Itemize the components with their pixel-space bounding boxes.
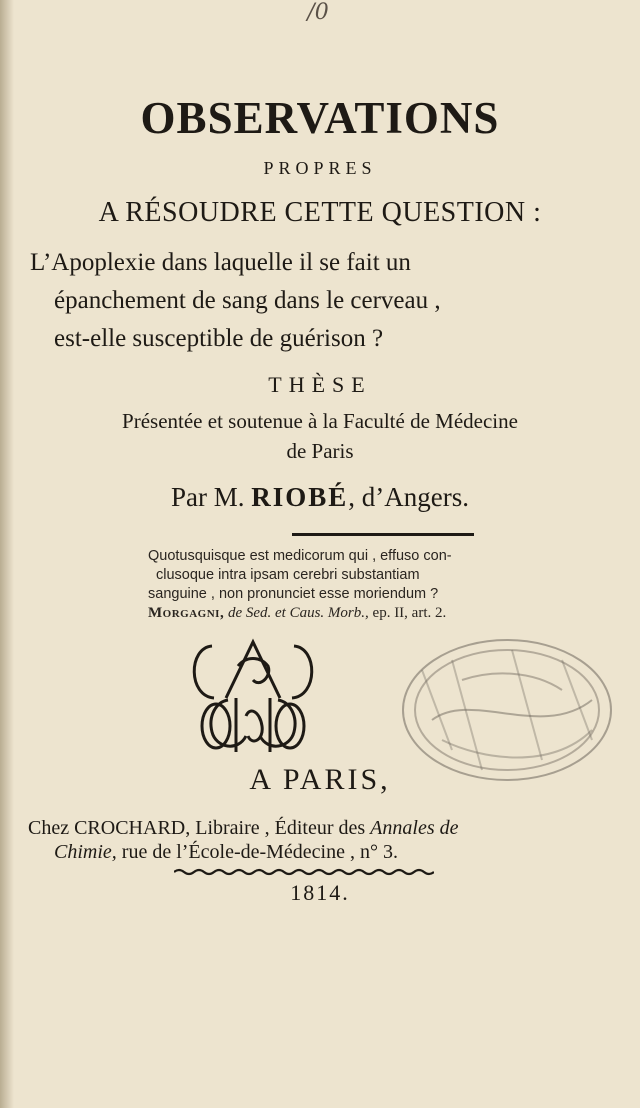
author-origin: , d’Angers.	[348, 482, 469, 512]
publisher-line-1	[28, 816, 628, 840]
publisher-journal: Annales de	[370, 817, 459, 839]
question-line: est-elle susceptible de guérison ?	[54, 325, 384, 352]
presented-line: Présentée et soutenue à la Faculté de Médecine	[122, 409, 518, 433]
presented-line: de Paris	[286, 439, 354, 463]
epigraph-line: sanguine , non pronunciet esse moriendum ?	[148, 586, 439, 602]
publisher-text: Chez CROCHARD, Libraire , Éditeur des	[28, 817, 366, 839]
thesis-label: THÈSE	[268, 372, 372, 397]
citation-ref: ep. II, art. 2.	[372, 605, 447, 621]
publisher-journal-cont: Chimie,	[54, 841, 117, 863]
epigraph	[148, 547, 618, 623]
author-name: RIOBÉ	[251, 482, 349, 512]
divider-rule	[292, 533, 474, 536]
question-line: épanchement de sang dans le cerveau ,	[54, 287, 441, 314]
page-subtitle: PROPRES	[263, 158, 377, 178]
epigraph-citation	[148, 604, 618, 623]
author-prefix: Par M.	[170, 482, 245, 512]
publisher-address: rue de l’École-de-Médecine , n° 3.	[121, 841, 398, 863]
epigraph-line: Quotusquisque est medicorum qui , effuso con-	[148, 548, 452, 564]
publisher-emblem-icon	[186, 636, 320, 754]
page-title: OBSERVATIONS	[140, 93, 500, 143]
ornamental-rule-icon	[174, 868, 434, 876]
publisher-line-2	[28, 840, 628, 864]
author-line	[0, 482, 640, 513]
publication-year: 1814.	[290, 880, 350, 905]
citation-work: de Sed. et Caus. Morb.,	[227, 605, 369, 621]
question-text	[30, 244, 620, 358]
epigraph-line: clusoque intra ipsam cerebri substantiam	[156, 567, 420, 583]
presented-statement	[0, 406, 640, 466]
imprint-city: A PARIS,	[249, 763, 391, 796]
folio-mark: /0	[307, 0, 329, 25]
publisher-imprint	[28, 816, 628, 864]
question-heading: A RÉSOUDRE CETTE QUESTION :	[98, 197, 542, 228]
citation-author: Morgagni,	[148, 605, 225, 621]
question-line: L’Apoplexie dans laquelle il se fait un	[30, 249, 411, 276]
